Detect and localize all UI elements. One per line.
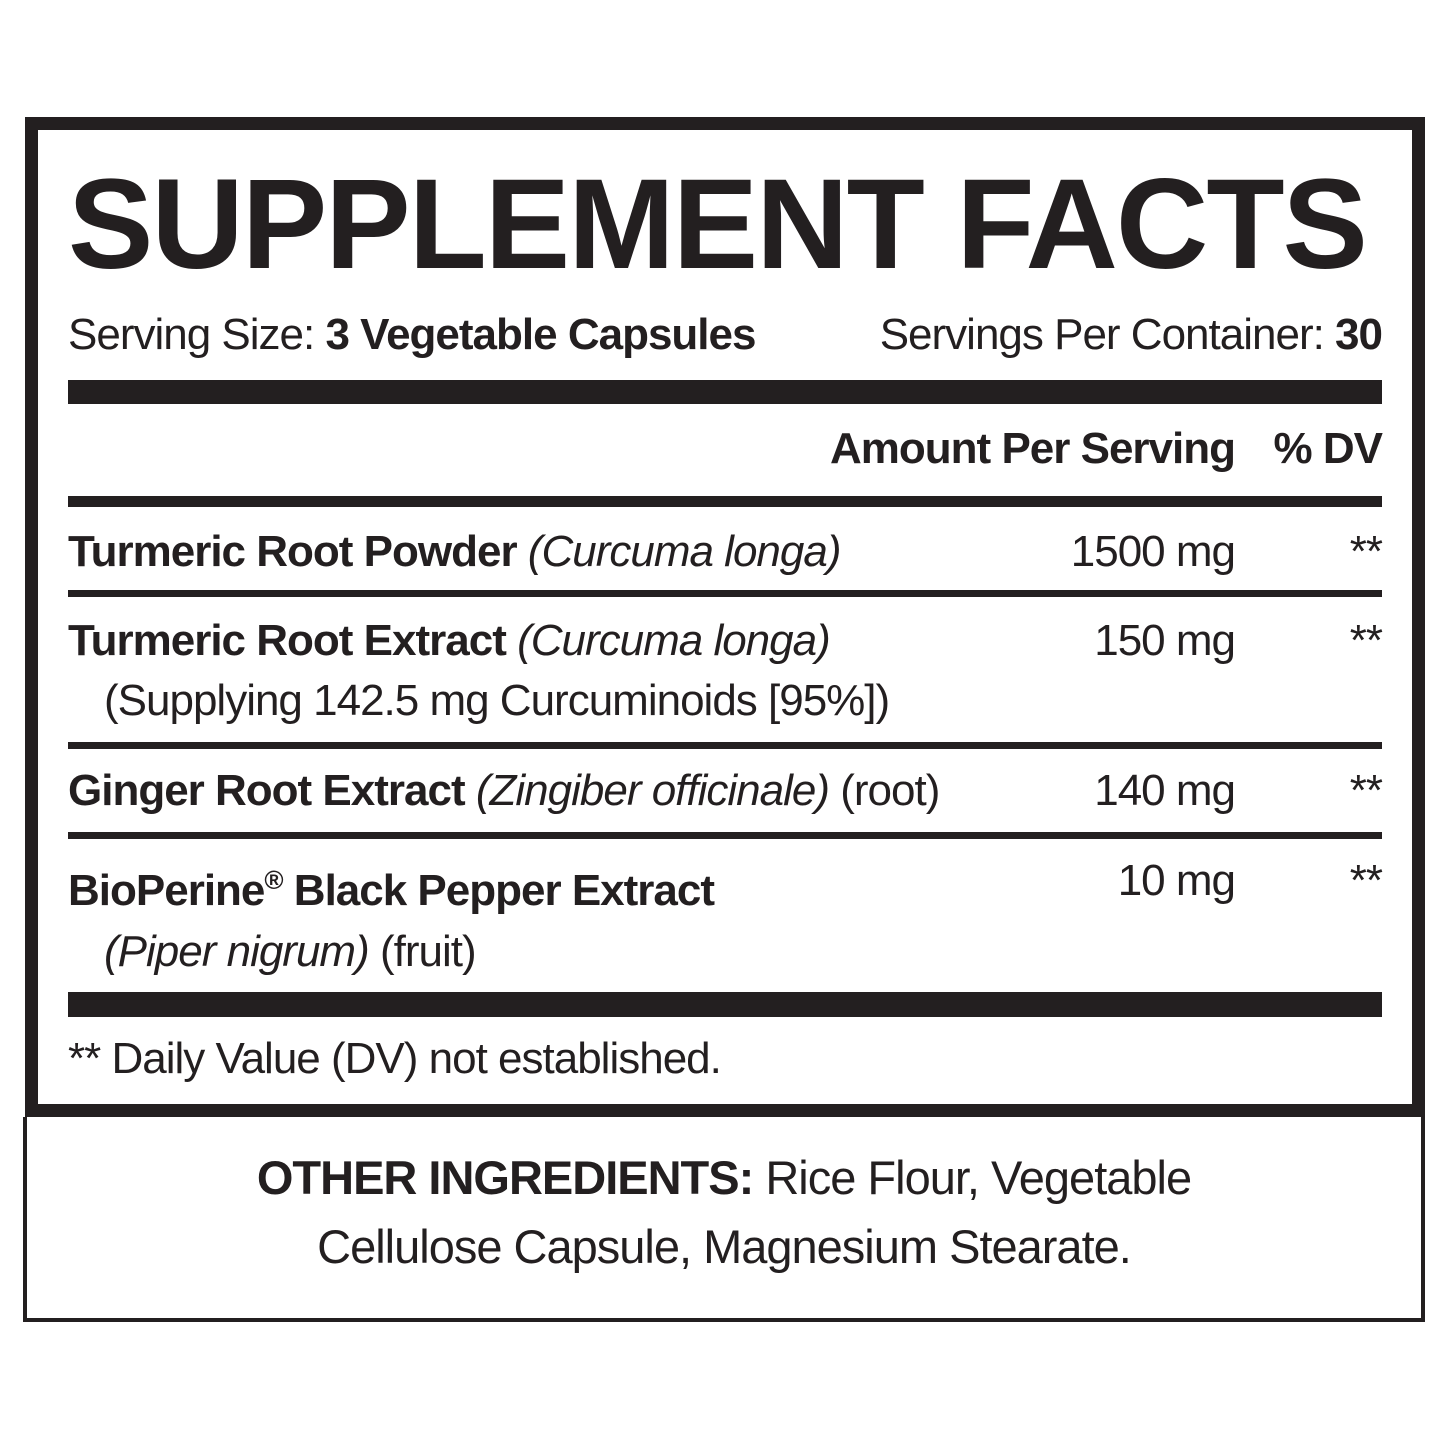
ingredient-detail-line: (Supplying 142.5 mg Curcuminoids [95%]) [104,676,890,726]
ingredient-name: Turmeric Root Extract [68,616,506,666]
ingredient-name: BioPerine [68,866,265,916]
ingredient-part: (fruit) [368,927,476,977]
ingredient-latin-name: (Curcuma longa) [516,527,841,577]
ingredient-latin-name: (Zingiber officinale) [464,766,829,816]
ingredient-amount: 1500 mg [1070,527,1235,577]
ingredient-name: Turmeric Root Powder [68,527,517,577]
other-ingredients-panel [23,1117,1425,1322]
table-header-row [68,422,1382,475]
ingredient-amount: 10 mg [1117,856,1235,906]
ingredient-amount: 140 mg [1094,766,1235,816]
other-ingredients-label: OTHER INGREDIENTS: [256,1151,754,1204]
serving-size-value: 3 Vegetable Capsules [325,310,756,360]
ingredient-row-turmeric-extract [68,614,1382,727]
ingredient-name: Ginger Root Extract [68,766,465,816]
serving-size [68,308,755,361]
ingredient-latin-name: (Piper nigrum) [104,927,369,977]
serving-info-row [68,308,1382,361]
daily-value-footnote: ** Daily Value (DV) not established. [68,1034,721,1084]
other-ingredients-text [27,1117,1421,1281]
amount-per-serving-header: Amount Per Serving [830,424,1235,474]
ingredient-dv: ** [1349,856,1382,906]
divider-thick-bottom [68,992,1382,1017]
divider-medium-header [68,496,1382,507]
row-separator [68,590,1382,597]
ingredient-dv: ** [1349,527,1382,577]
ingredient-part: (root) [829,766,940,816]
other-ingredients-line2: Cellulose Capsule, Magnesium Stearate. [317,1220,1131,1273]
ingredient-amount: 150 mg [1094,616,1235,666]
ingredient-row-ginger [68,764,1382,817]
percent-dv-header: % DV [1273,424,1382,474]
ingredient-detail-line [68,925,1382,978]
servings-per-container-label: Servings Per Container: [879,310,1336,360]
serving-size-label: Serving Size: [68,310,326,360]
row-separator [68,832,1382,839]
ingredient-name-rest: Black Pepper Extract [282,866,715,916]
supplement-facts-panel [25,117,1425,1117]
ingredient-row-bioperine [68,854,1382,978]
ingredient-dv: ** [1349,616,1382,666]
other-ingredients-line1: Rice Flour, Vegetable [753,1151,1192,1204]
ingredient-row-turmeric-powder [68,525,1382,578]
facts-inner [38,153,1412,1085]
registered-trademark-symbol: ® [264,865,283,896]
ingredient-latin-name: (Curcuma longa) [505,616,830,666]
divider-thick-top [68,380,1382,404]
servings-per-container-value: 30 [1335,310,1382,360]
ingredient-dv: ** [1349,766,1382,816]
row-separator [68,742,1382,749]
servings-per-container [880,308,1382,361]
panel-title: SUPPLEMENT FACTS [68,153,1366,296]
